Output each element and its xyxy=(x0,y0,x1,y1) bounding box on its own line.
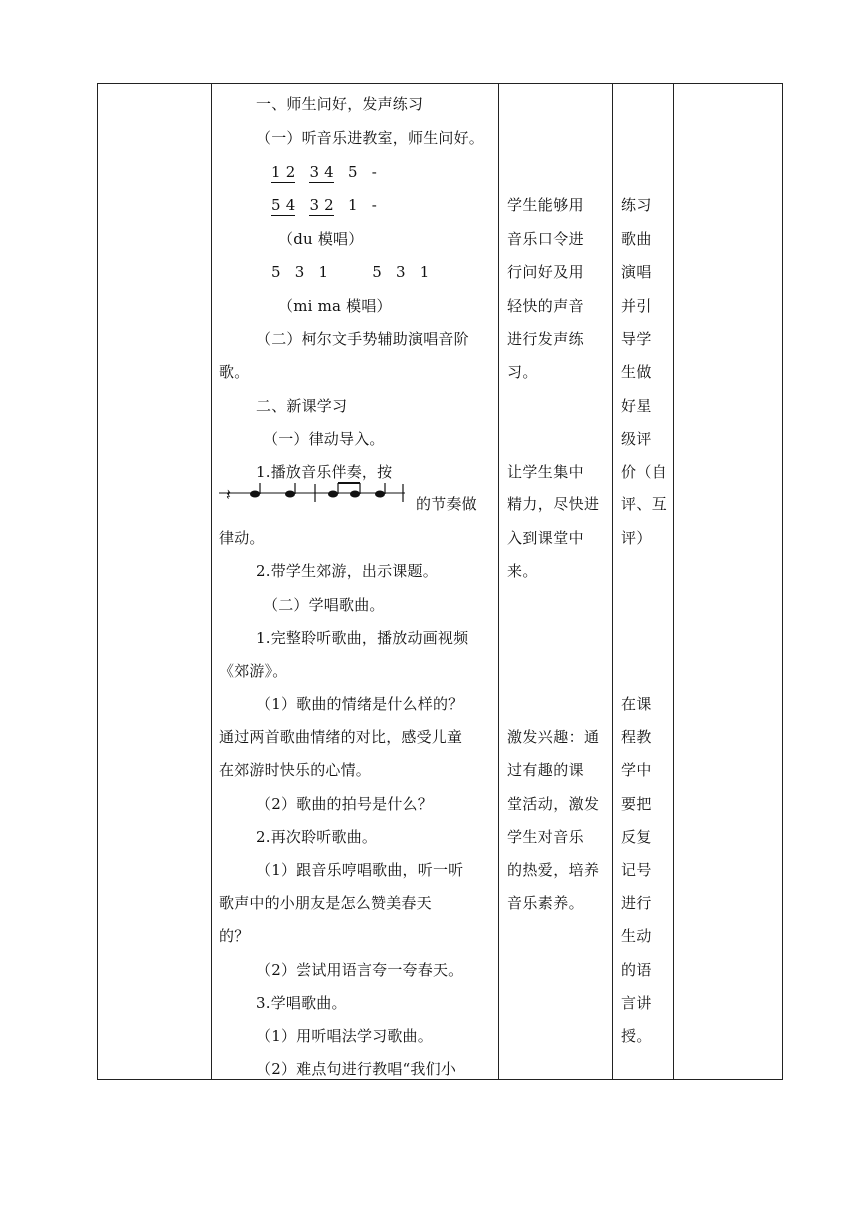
column-divider-4 xyxy=(673,83,674,1080)
content-line: 二、新课学习 xyxy=(256,397,348,415)
evaluation-line: 反复 xyxy=(621,828,652,846)
evaluation-line: 进行 xyxy=(621,894,652,912)
intent-line: 激发兴趣：通 xyxy=(507,728,600,746)
intent-line: 来。 xyxy=(507,562,538,580)
evaluation-line: 的语 xyxy=(621,961,652,979)
column-divider-3 xyxy=(612,83,613,1080)
content-line: （mi ma 模唱） xyxy=(278,297,392,315)
table-bottom-border xyxy=(97,1079,783,1080)
content-line: 律动。 xyxy=(219,529,265,547)
content-line: （2）难点句进行教唱“我们小 xyxy=(256,1060,457,1078)
content-line: （1）歌曲的情绪是什么样的？ xyxy=(256,695,464,713)
content-line: 歌声中的小朋友是怎么赞美春天 xyxy=(219,894,432,912)
intent-line: 音乐素养。 xyxy=(507,894,585,912)
content-line: 一、师生问好，发声练习 xyxy=(256,95,424,113)
intent-line: 堂活动，激发 xyxy=(507,795,600,813)
evaluation-line: 并引 xyxy=(621,297,652,315)
evaluation-line: 价（自 xyxy=(621,463,668,481)
evaluation-line: 言讲 xyxy=(621,994,652,1012)
intent-line: 的热爱，培养 xyxy=(507,861,600,879)
intent-line: 进行发声练 xyxy=(507,330,585,348)
intent-line: 入到课堂中 xyxy=(507,529,585,547)
evaluation-line: 演唱 xyxy=(621,263,652,281)
notation-row-2: 5 4 3 2 1 - xyxy=(271,196,377,214)
intent-line: 学生对音乐 xyxy=(507,828,585,846)
content-line: 的节奏做 xyxy=(416,495,477,513)
content-line: （1）跟音乐哼唱歌曲，听一听 xyxy=(256,861,464,879)
notation-row-3: 5 3 1 5 3 1 xyxy=(271,263,430,281)
content-line: 《郊游》。 xyxy=(219,662,288,680)
content-line: （1）用听唱法学习歌曲。 xyxy=(256,1027,433,1045)
evaluation-line: 程教 xyxy=(621,728,652,746)
evaluation-line: 在课 xyxy=(621,695,652,713)
intent-line: 轻快的声音 xyxy=(507,297,585,315)
intent-line: 音乐口令进 xyxy=(507,230,585,248)
content-line: 在郊游时快乐的心情。 xyxy=(219,761,372,779)
intent-line: 过有趣的课 xyxy=(507,761,585,779)
content-line: （二）柯尔文手势辅助演唱音阶 xyxy=(256,330,469,348)
table-top-border xyxy=(97,83,783,84)
content-line: 2.带学生郊游，出示课题。 xyxy=(256,562,438,580)
evaluation-line: 级评 xyxy=(621,430,652,448)
content-line: （一）听音乐进教室，师生问好。 xyxy=(256,129,485,147)
intent-line: 精力，尽快进 xyxy=(507,495,600,513)
content-line: 3.学唱歌曲。 xyxy=(256,994,347,1012)
intent-line: 让学生集中 xyxy=(507,463,585,481)
content-line: （2）尝试用语言夸一夸春天。 xyxy=(256,961,464,979)
evaluation-line: 歌曲 xyxy=(621,230,652,248)
evaluation-line: 要把 xyxy=(621,795,652,813)
evaluation-line: 练习 xyxy=(621,196,652,214)
content-line: （二）学唱歌曲。 xyxy=(263,596,385,614)
evaluation-line: 学中 xyxy=(621,761,652,779)
evaluation-line: 好星 xyxy=(621,397,652,415)
evaluation-line: 记号 xyxy=(621,861,652,879)
column-divider-2 xyxy=(498,83,499,1080)
content-line: 2.再次聆听歌曲。 xyxy=(256,828,378,846)
rhythm-notation-image xyxy=(219,480,409,506)
evaluation-line: 生动 xyxy=(621,927,652,945)
intent-line: 习。 xyxy=(507,363,538,381)
content-line: （2）歌曲的拍号是什么？ xyxy=(256,795,433,813)
column-divider-1 xyxy=(211,83,212,1080)
notation-row-1: 1 2 3 4 5 - xyxy=(271,163,377,181)
evaluation-line: 导学 xyxy=(621,330,652,348)
evaluation-line: 评、互 xyxy=(621,495,668,513)
intent-line: 行问好及用 xyxy=(507,263,585,281)
evaluation-line: 授。 xyxy=(621,1027,652,1045)
content-line: 歌。 xyxy=(219,363,250,381)
table-left-border xyxy=(97,83,98,1080)
intent-line: 学生能够用 xyxy=(507,196,585,214)
content-line: 的？ xyxy=(219,927,250,945)
evaluation-line: 评） xyxy=(621,529,652,547)
svg-text:𝄽: 𝄽 xyxy=(226,485,231,504)
content-line: （du 模唱） xyxy=(278,230,364,248)
content-line: 通过两首歌曲情绪的对比，感受儿童 xyxy=(219,728,463,746)
table-right-border xyxy=(782,83,783,1080)
content-line: 1.播放音乐伴奏，按 xyxy=(256,463,393,481)
evaluation-line: 生做 xyxy=(621,363,652,381)
content-line: （一）律动导入。 xyxy=(263,430,385,448)
content-line: 1.完整聆听歌曲，播放动画视频 xyxy=(256,629,469,647)
